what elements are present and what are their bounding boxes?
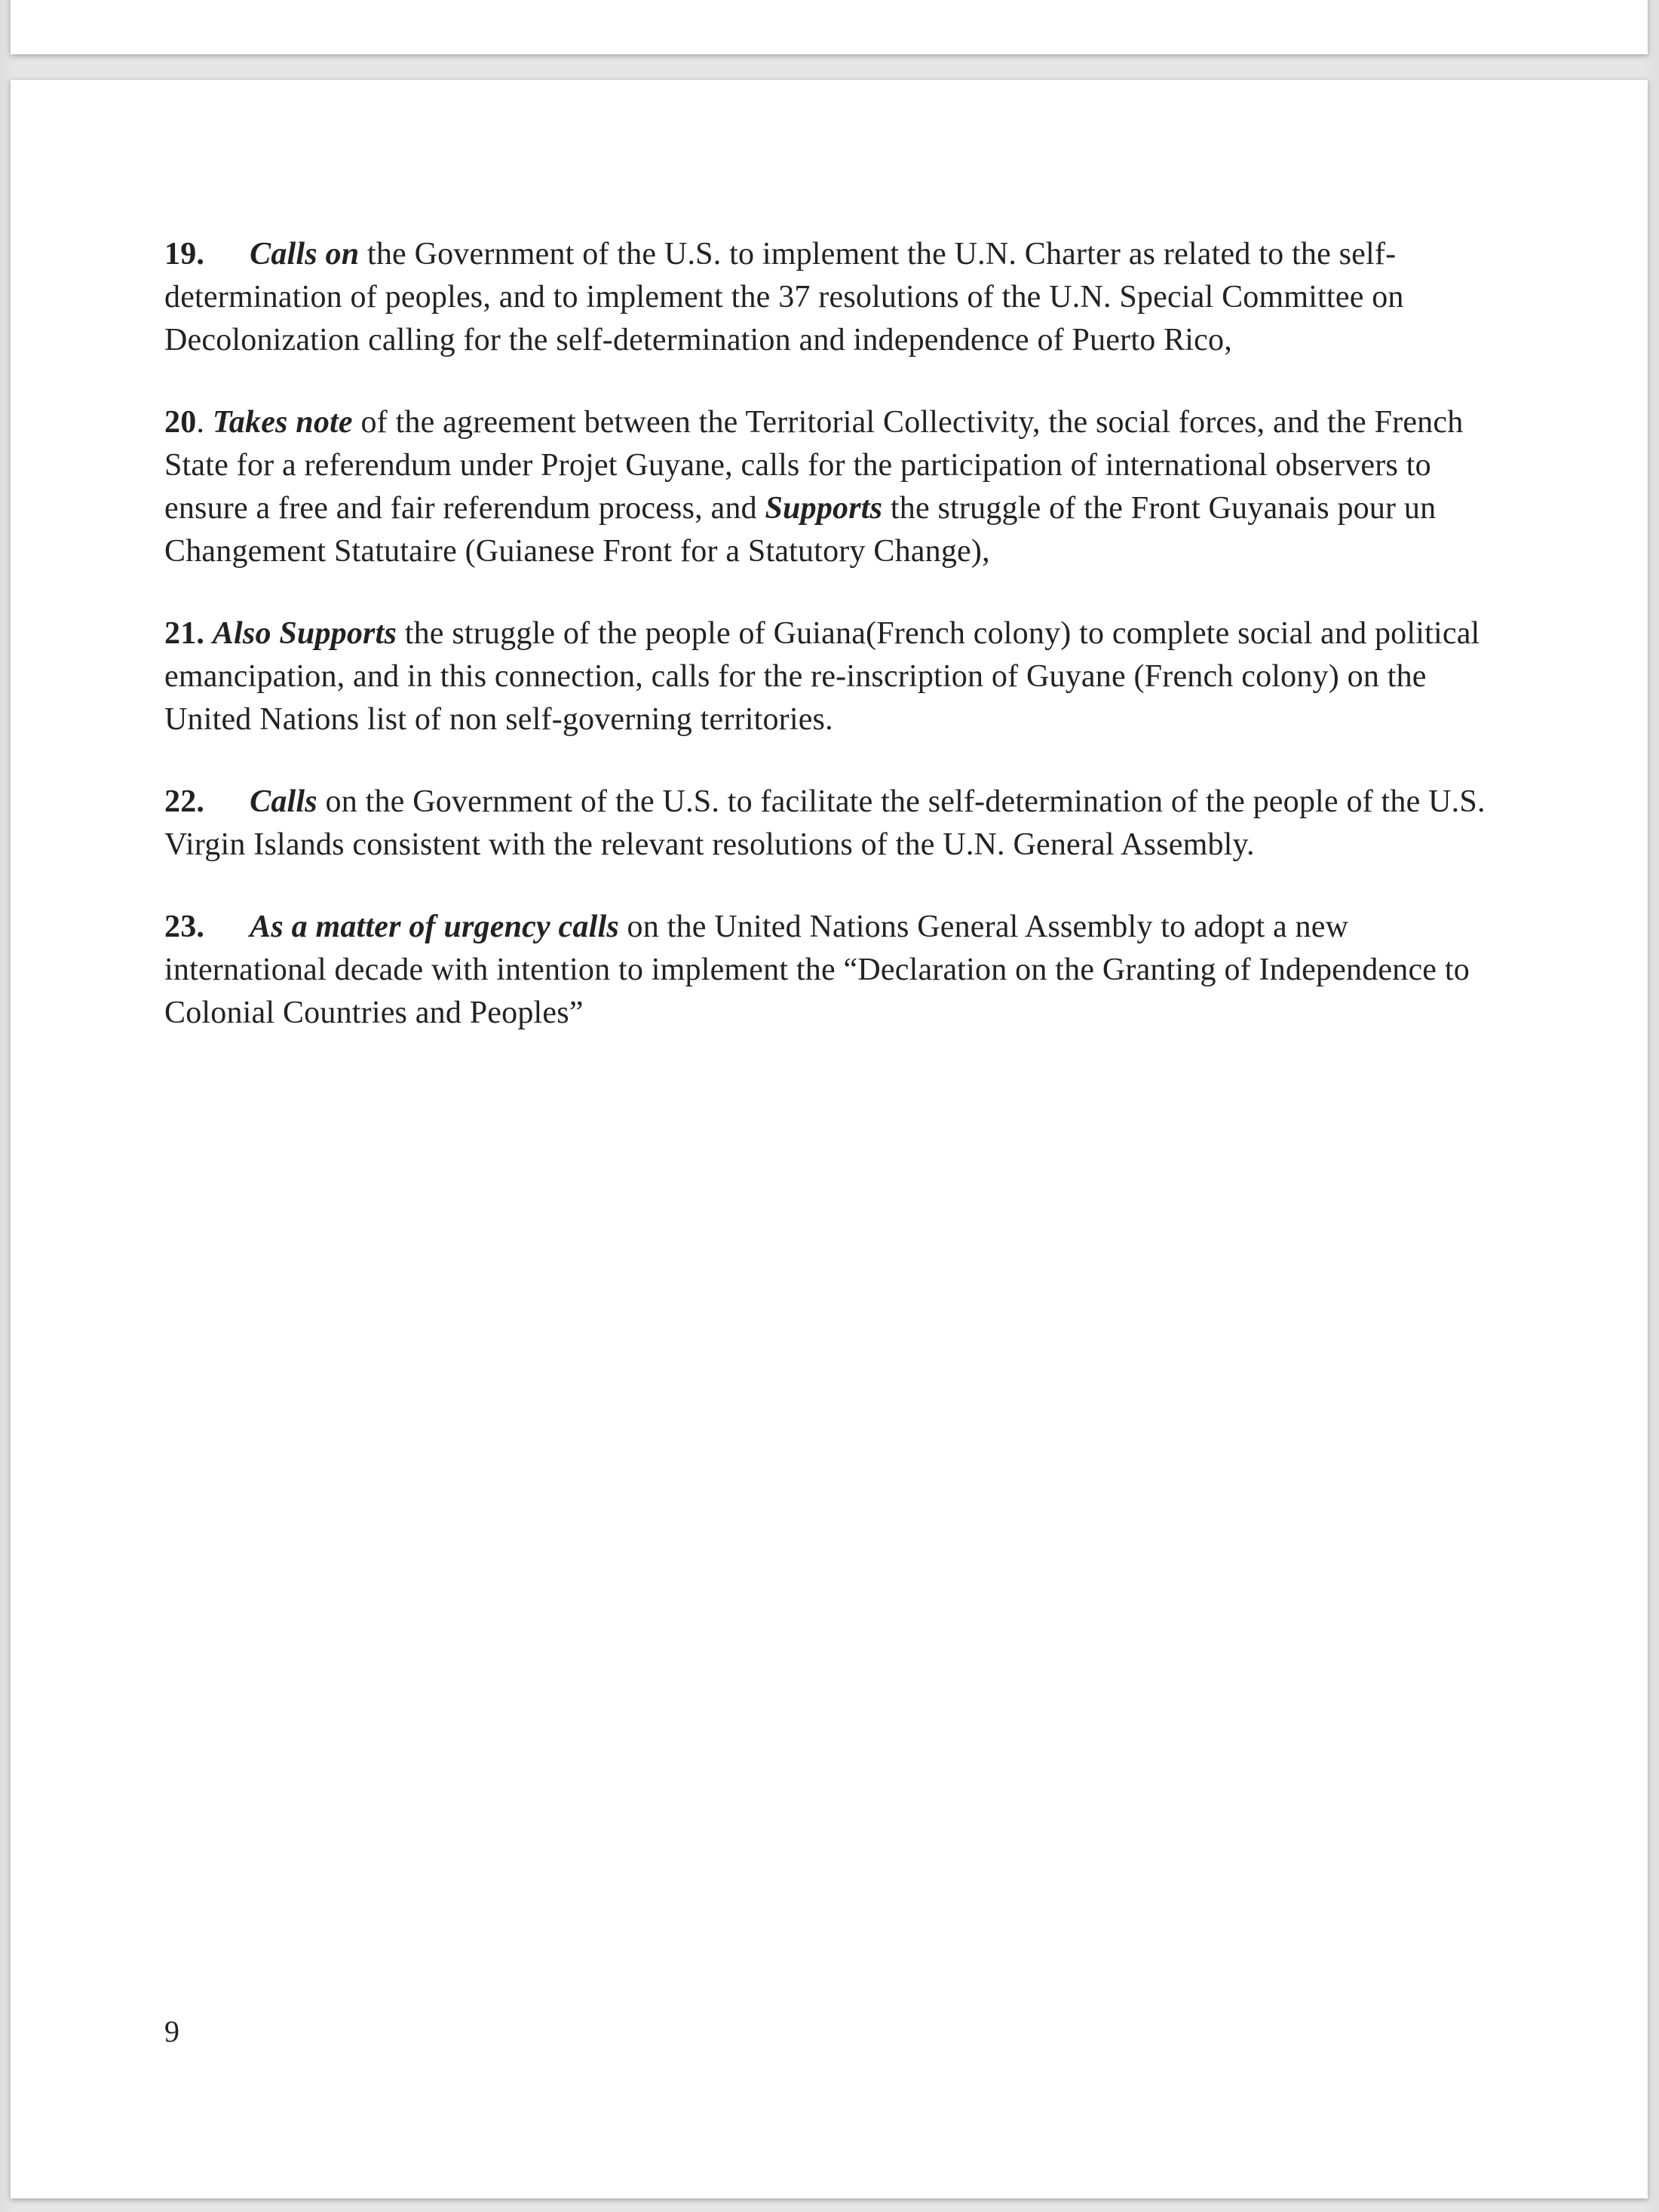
paragraph-number: 21. — [164, 616, 205, 651]
document-page — [11, 80, 1648, 2198]
body-text: on the Government of the U.S. to facilitate the self-determination of the people of the U.S. Virgin Islands consistent with the relevant resolutions of the U.N. General Assembly. — [164, 784, 1486, 862]
emphasis-text: Takes note — [212, 405, 353, 440]
emphasis-text: Also Supports — [212, 616, 397, 651]
body-text: the struggle of the Front Guyanais pour un Changement Statutaire (Guianese Front for a Statutory Change), — [164, 491, 1437, 569]
paragraph-22 — [164, 781, 1496, 867]
body-text — [204, 616, 213, 651]
emphasis-text: As a matter of urgency calls — [250, 910, 619, 944]
paragraph-23 — [164, 906, 1496, 1035]
page-number: 9 — [164, 2014, 179, 2048]
emphasis-text: Calls on — [250, 237, 360, 272]
paragraph-21 — [164, 612, 1496, 741]
paragraph-number: 19. — [164, 237, 205, 272]
emphasis-text: Calls — [250, 784, 317, 819]
body-text: of the agreement between the Territorial Collectivity, the social forces, and the French State for a referendum under Projet Guyane, calls for the participation of international observers to ensure a free and fair referendum process, and — [164, 405, 1464, 526]
paragraph-number: 22. — [164, 784, 205, 819]
document-body — [164, 233, 1496, 1074]
body-text: on the United Nations General Assembly to adopt a new international decade with intention to implement the “Declaration on the Granting of Independence to Colonial Countries and Peoples” — [164, 910, 1470, 1030]
body-text: the Government of the U.S. to implement the U.N. Charter as related to the self-determination of peoples, and to implement the 37 resolutions of the U.N. Special Committee on Decolonization calling for the self-determination and independence of Puerto Rico, — [164, 237, 1404, 357]
paragraph-number: 20 — [164, 405, 197, 440]
previous-page-fragment — [11, 0, 1648, 54]
body-text: . — [196, 405, 213, 440]
emphasis-text: Supports — [765, 491, 883, 526]
paragraph-20 — [164, 401, 1496, 573]
paragraph-number: 23. — [164, 910, 205, 944]
body-text: the struggle of the people of Guiana(French colony) to complete social and political emancipation, and in this connection, calls for the re-inscription of Guyane (French colony) on the United Nations list of non self-governing territories. — [164, 616, 1480, 737]
paragraph-19 — [164, 233, 1496, 362]
